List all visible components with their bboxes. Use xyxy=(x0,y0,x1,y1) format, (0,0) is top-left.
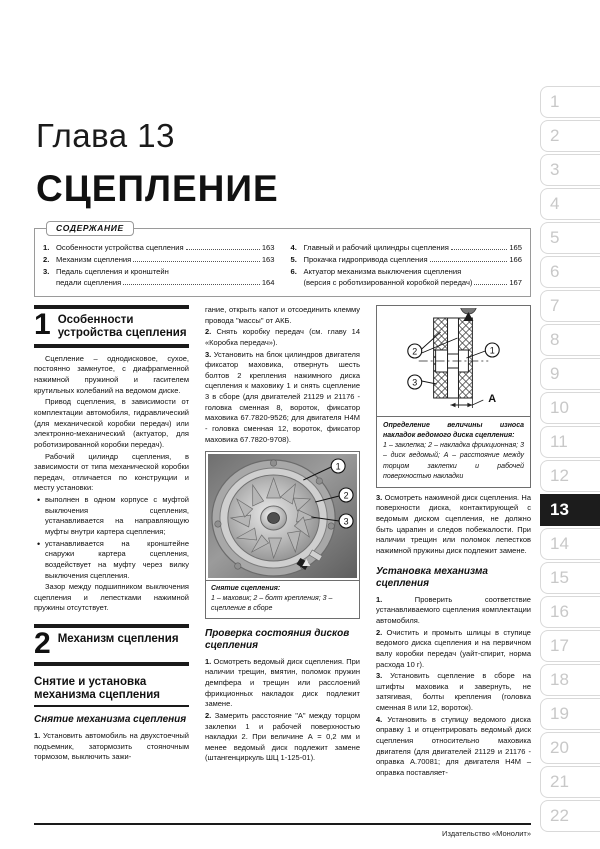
step-text: Проверить соответствие устанавливаемого сцепления комплектации автомобиля. xyxy=(376,594,531,625)
toc-entry-page: 164 xyxy=(261,278,275,288)
chapter-tab-label: 5 xyxy=(550,228,560,247)
section-title: Механизм сцепления xyxy=(57,633,179,646)
chapter-tab-rail xyxy=(540,86,600,832)
chapter-tab-5[interactable] xyxy=(540,222,600,254)
figure-clutch-removal xyxy=(205,451,360,618)
toc-entry-continuation[interactable] xyxy=(43,277,275,289)
toc-entry-page: 166 xyxy=(509,254,522,264)
procedure-step xyxy=(376,671,531,714)
step-text: Снять коробку передач (см. главу 14 «Коробка передач»). xyxy=(205,327,360,347)
toc-entry[interactable] xyxy=(43,242,275,254)
procedure-title: Снятие механизма сцепления xyxy=(34,713,187,725)
procedure-step xyxy=(34,731,189,763)
toc-column-right xyxy=(291,242,523,289)
column-3 xyxy=(376,305,531,780)
figure-caption xyxy=(205,581,360,618)
step-number: 2. xyxy=(376,627,383,637)
toc-entry-label: Педаль сцепления и кронштейн xyxy=(56,266,169,276)
step-text: Осмотреть ведомый диск сцепления. При наличии трещин, вмятин, поломок пружин демпфера и трещин или расслоений фрикционных накладок диск подлежит замене. xyxy=(205,656,360,709)
toc-leader xyxy=(430,261,508,262)
chapter-tab-15[interactable] xyxy=(540,562,600,594)
paragraph: Зазор между подшипником выключения сцепления и лепестками нажимной пружины отсутствует. xyxy=(34,582,189,613)
section-rule-bottom xyxy=(34,662,189,666)
step-text: Замерить расстояние "А" между торцом заклепки 1 и рабочей поверхностью накладки 2. При величине А = 0,2 мм и менее ведомый диск подлежит замене (штангенциркуль ШЦ 1-125-01). xyxy=(205,710,360,763)
column-2 xyxy=(205,305,360,765)
svg-text:2: 2 xyxy=(412,346,418,357)
bullet-item: • устанавливается на кронштейне снаружи картера сцепления, воздействует на муфту через вилку выключения сцепления. xyxy=(34,539,189,582)
toc-entry-page: 167 xyxy=(509,278,522,288)
toc-leader xyxy=(123,284,260,285)
chapter-tab-label: 11 xyxy=(550,432,568,451)
toc-leader xyxy=(451,249,507,250)
section-header-2 xyxy=(34,624,189,665)
procedure-title: Установка механизма сцепления xyxy=(376,565,488,589)
svg-text:1: 1 xyxy=(489,345,495,356)
toc-entry-label: Механизм сцепления xyxy=(56,254,132,264)
chapter-tab-label: 19 xyxy=(550,704,569,723)
chapter-tab-label: 4 xyxy=(550,194,560,213)
step-text: Осмотреть нажимной диск сцепления. На поверхности диска, контактирующей с ведомым диском сцепления, не должно быть царапин и следов побежалости. При наличии трещин или поломок лепестков нажимной пружины диск подлежит замене. xyxy=(376,492,531,556)
procedure-step xyxy=(205,327,360,348)
chapter-tab-4[interactable] xyxy=(540,188,600,220)
toc-entry-number: 6. xyxy=(290,266,297,276)
chapter-tab-label: 8 xyxy=(550,330,560,349)
figure-caption xyxy=(376,417,531,488)
paragraph-continuation: гание, открыть капот и отсоединить клемму провода "массы" от АКБ. xyxy=(205,305,360,325)
toc-entry-continuation[interactable] xyxy=(291,277,523,289)
chapter-tab-label: 14 xyxy=(550,534,569,553)
toc-entry[interactable] xyxy=(43,266,275,278)
toc-entry[interactable] xyxy=(291,266,523,278)
toc-leader xyxy=(133,261,260,262)
chapter-tab-9[interactable] xyxy=(540,358,600,390)
chapter-tab-label: 12 xyxy=(550,466,569,485)
procedure-title: Проверка состояния дисков сцепления xyxy=(205,627,350,651)
toc-leader xyxy=(186,249,260,250)
chapter-tab-label: 2 xyxy=(550,126,560,145)
chapter-tab-6[interactable] xyxy=(540,256,600,288)
figure-caption-title: Определение величины износа накладок ведомого диска сцепления: xyxy=(383,422,524,440)
procedure-step xyxy=(205,350,360,446)
page-title: СЦЕПЛЕНИЕ xyxy=(36,168,279,209)
step-number: 2. xyxy=(205,327,212,337)
chapter-tab-label: 7 xyxy=(550,296,560,315)
toc-entry-number: 5. xyxy=(290,254,297,264)
figure-frame xyxy=(205,451,360,581)
chapter-tab-label: 22 xyxy=(550,806,569,825)
chapter-tab-16[interactable] xyxy=(540,596,600,628)
toc-legend: СОДЕРЖАНИЕ xyxy=(46,221,134,236)
chapter-tab-label: 17 xyxy=(550,636,569,655)
svg-text:3: 3 xyxy=(343,516,349,527)
step-number: 4. xyxy=(376,714,383,724)
chapter-tab-19[interactable] xyxy=(540,698,600,730)
chapter-tab-label: 6 xyxy=(550,262,560,281)
toc-entry-number: 4. xyxy=(290,243,297,252)
step-text: Установить автомобиль на двухстоечный подъемник, затормозить стояночным тормозом, выключить зажи- xyxy=(34,730,189,762)
chapter-tab-10[interactable] xyxy=(540,392,600,424)
chapter-tab-label: 10 xyxy=(550,398,569,417)
footer-publisher: Издательство «Монолит» xyxy=(442,829,531,838)
chapter-tab-21[interactable] xyxy=(540,766,600,798)
section-number: 1 xyxy=(34,308,51,341)
section-number: 2 xyxy=(34,627,51,661)
procedure-step xyxy=(205,711,360,764)
step-text: Установить на блок цилиндров двигателя фиксатор маховика, отвернуть шесть болтов 2 крепления нажимного диска сцепления к маховику 1 и снять сцепление 3 в сборе (для двигателей 21129 и 21176 - головка сменная 8, вороток, фиксатор маховика 67.7820-9526; для двигателя H4M - головка сменная 12, вороток, фиксатор маховика 67.7820-9708). xyxy=(205,349,360,444)
procedure-step xyxy=(376,595,531,627)
svg-text:3: 3 xyxy=(412,377,418,388)
dimension-label-a: A xyxy=(488,392,497,406)
procedure-step xyxy=(376,715,531,779)
table-of-contents xyxy=(34,228,531,297)
step-number: 1. xyxy=(34,730,41,740)
chapter-tab-12[interactable] xyxy=(540,460,600,492)
step-text: Установить в ступицу ведомого диска оправку 1 и отцентрировать ведомый диск сцепления относительно маховика двигателя (для двигателей 21129 и 21176 - оправка А.70081; для двигателя H4M – оправка поставляет- xyxy=(376,714,531,777)
chapter-tab-label: 15 xyxy=(550,568,569,587)
clutch-assembly-photo xyxy=(208,454,357,578)
chapter-tab-20[interactable] xyxy=(540,732,600,764)
step-number: 3. xyxy=(376,492,383,502)
toc-leader xyxy=(474,284,507,285)
step-number: 2. xyxy=(205,710,212,720)
svg-text:1: 1 xyxy=(335,461,341,472)
section-header-1 xyxy=(34,305,189,348)
step-number: 1. xyxy=(205,656,212,666)
body-columns xyxy=(34,305,531,820)
chapter-tab-label: 18 xyxy=(550,670,569,689)
svg-text:2: 2 xyxy=(343,490,349,501)
toc-column-left xyxy=(43,242,275,289)
chapter-tab-13[interactable] xyxy=(540,494,600,526)
column-1 xyxy=(34,305,189,764)
toc-entry-label: Главный и рабочий цилиндры сцепления xyxy=(303,243,449,252)
figure-caption-body: 1 – маховик; 2 – болт крепления; 3 – сцепление в сборе xyxy=(211,595,333,612)
step-number: 3. xyxy=(205,349,212,359)
chapter-tab-label: 21 xyxy=(550,772,569,791)
chapter-tab-1[interactable] xyxy=(540,86,600,118)
toc-entry-label: Прокачка гидропривода сцепления xyxy=(303,254,428,264)
chapter-tab-14[interactable] xyxy=(540,528,600,560)
step-number: 1. xyxy=(376,594,383,604)
toc-entry-label: Особенности устройства сцепления xyxy=(56,243,184,252)
chapter-tab-22[interactable] xyxy=(540,800,600,832)
chapter-tab-2[interactable] xyxy=(540,120,600,152)
chapter-tab-label: 3 xyxy=(550,160,560,179)
step-text: Очистить и промыть шлицы в ступице ведомого диска сцепления и на первичном валу коробки передач (уайт-спирит, норма расхода 10 г). xyxy=(376,627,531,669)
step-number: 3. xyxy=(376,671,383,681)
bullet-item: • выполнен в одном корпусе с муфтой выключения сцепления, устанавливается на направляющую муфты внутри картера сцепления; xyxy=(34,495,189,538)
toc-entry-page: 163 xyxy=(261,254,275,264)
chapter-tab-label: 16 xyxy=(550,602,569,621)
paragraph: Сцепление – однодисковое, сухое, постоянно замкнутое, с диафрагменной нажимной пружиной и гасителем крутильных колебаний на ведомом диске. xyxy=(34,353,189,395)
section-rule-bottom xyxy=(34,344,189,348)
toc-entry[interactable] xyxy=(291,242,523,254)
chapter-tab-17[interactable] xyxy=(540,630,600,662)
footer-rule xyxy=(34,823,531,825)
chapter-tab-label: 13 xyxy=(550,500,569,519)
paragraph: Привод сцепления, в зависимости от комплектации автомобиля, гидравлический (для механической коробки передач) или электронно-механический (актуатор, для роботизированной коробки передач). xyxy=(34,397,189,449)
procedure-step xyxy=(376,628,531,671)
chapter-tab-label: 1 xyxy=(550,92,560,111)
step-text: Установить сцепление в сборе на штифты маховика и завернуть, не затягивая, болты крепления (головка сменная 8 или 12, вороток). xyxy=(376,671,531,713)
chapter-tab-18[interactable] xyxy=(540,664,600,696)
chapter-tab-7[interactable] xyxy=(540,290,600,322)
section-title: Особенности устройства сцепления xyxy=(57,314,187,339)
toc-entry-label: Актуатор механизма выключения сцепления xyxy=(303,266,462,276)
figure-caption-title: Снятие сцепления: xyxy=(211,585,281,593)
subsection-rule xyxy=(34,705,189,707)
toc-entry-page: 163 xyxy=(261,243,275,252)
toc-entry-label: педали сцепления xyxy=(56,278,122,288)
chapter-tab-label: 20 xyxy=(550,738,569,757)
figure-frame xyxy=(376,305,531,417)
chapter-tab-label: 9 xyxy=(550,364,560,383)
figure-caption-body: 1 – заклепка; 2 – накладка фрикционная; 3 – диск ведомый; А – расстояние между торцом заклепки и рабочей поверхностью накладки xyxy=(383,442,524,480)
subsection-title: Снятие и установка механизма сцепления xyxy=(34,675,161,701)
toc-entry-label: (версия с роботизированной коробкой передач) xyxy=(303,278,473,288)
toc-entry-number: 2. xyxy=(43,254,50,264)
toc-entry-number: 1. xyxy=(43,243,50,252)
chapter-tab-8[interactable] xyxy=(540,324,600,356)
toc-entry[interactable] xyxy=(43,254,275,266)
paragraph: Рабочий цилиндр сцепления, в зависимости от типа механической коробки передач, отличается по конструкции и месту установки: xyxy=(34,451,189,493)
rivet-wear-diagram xyxy=(379,308,528,414)
chapter-number: Глава 13 xyxy=(36,117,176,154)
procedure-step xyxy=(376,493,531,557)
toc-entry[interactable] xyxy=(291,254,523,266)
chapter-tab-11[interactable] xyxy=(540,426,600,458)
chapter-tab-3[interactable] xyxy=(540,154,600,186)
toc-entry-number: 3. xyxy=(43,266,50,276)
procedure-step xyxy=(205,657,360,710)
toc-entry-page: 165 xyxy=(509,243,522,252)
